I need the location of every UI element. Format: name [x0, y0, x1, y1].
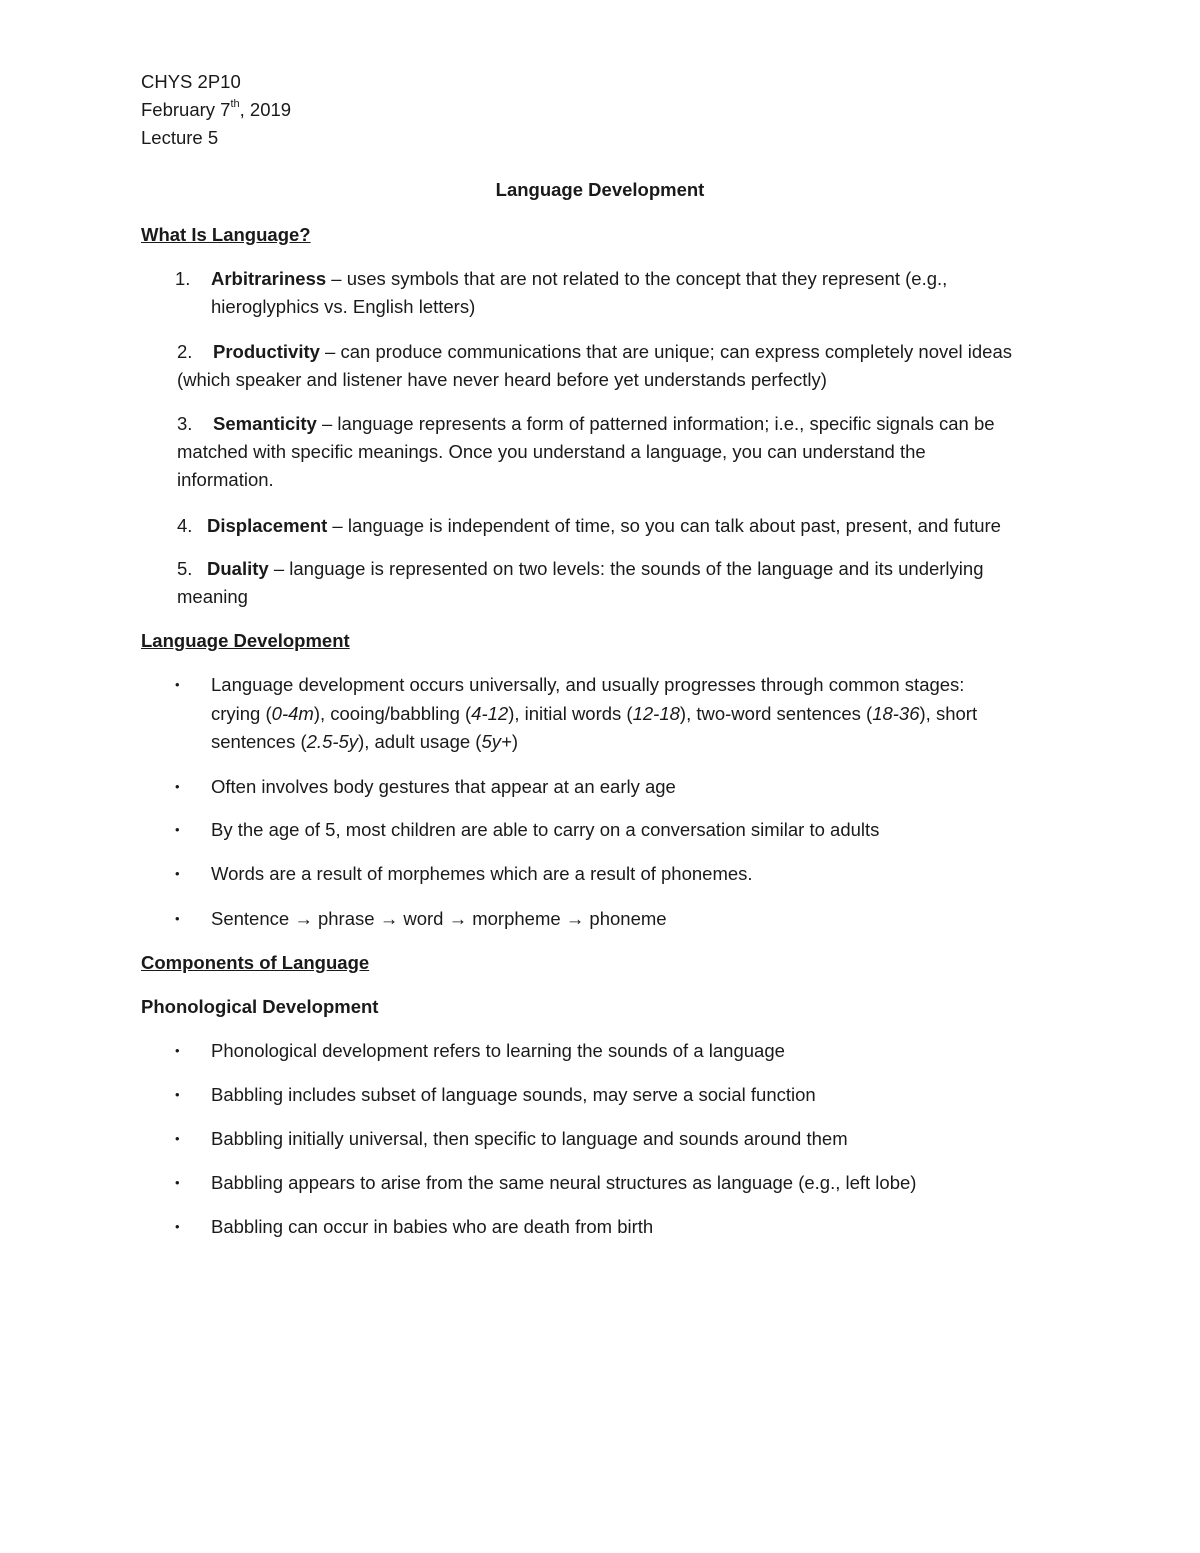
- text: ), initial words (: [508, 703, 633, 724]
- bullet-glyph: •: [175, 677, 180, 692]
- bullet-item-stages-line3: [211, 728, 518, 756]
- list-item-continuation: matched with specific meanings. Once you understand a language, you can understand the: [177, 441, 926, 462]
- term: Semanticity: [213, 413, 317, 434]
- text: crying (: [211, 703, 272, 724]
- course-code: CHYS 2P10: [141, 71, 241, 92]
- bullet-item-babbling-neural: Babbling appears to arise from the same neural structures as language (e.g., left lobe): [211, 1172, 917, 1193]
- bullet-item-words: Words are a result of morphemes which are a result of phonemes.: [211, 863, 753, 884]
- age-range: 4-12: [471, 703, 509, 724]
- bullet-glyph: •: [175, 1087, 180, 1102]
- bullet-item-babbling-deaf: Babbling can occur in babies who are death from birth: [211, 1216, 654, 1237]
- arrow-right-icon: →: [448, 908, 468, 929]
- arrow-right-icon: →: [379, 908, 399, 929]
- bullet-glyph: •: [175, 822, 180, 837]
- list-number: 5.: [177, 558, 193, 579]
- text: ), short: [919, 703, 978, 724]
- text: Sentence: [211, 908, 295, 929]
- text: word: [398, 908, 449, 929]
- date-text: February 7: [141, 99, 231, 120]
- section-heading-what-is-language: What Is Language?: [141, 224, 311, 245]
- bullet-glyph: •: [175, 866, 180, 881]
- age-range: 0-4m: [271, 703, 314, 724]
- subheading-phonological: Phonological Development: [141, 996, 379, 1017]
- list-item-continuation: meaning: [177, 586, 248, 607]
- bullet-item-babbling-subset: Babbling includes subset of language sounds, may serve a social function: [211, 1084, 816, 1105]
- list-item-duality: [207, 555, 984, 583]
- definition: – language is independent of time, so you can talk about past, present, and future: [327, 515, 1001, 536]
- term: Displacement: [207, 515, 328, 536]
- list-item-continuation: (which speaker and listener have never heard before yet understands perfectly): [177, 369, 827, 390]
- lecture-number: Lecture 5: [141, 127, 219, 148]
- bullet-item-stages: Language development occurs universally, and usually progresses through common stages:: [211, 674, 965, 695]
- bullet-glyph: •: [175, 911, 180, 926]
- text: phoneme: [584, 908, 667, 929]
- list-number: 1.: [175, 268, 191, 289]
- list-item-displacement: [207, 512, 1001, 540]
- bullet-item-babbling-universal: Babbling initially universal, then specific to language and sounds around them: [211, 1128, 848, 1149]
- text: morpheme: [467, 908, 566, 929]
- bullet-item-hierarchy: [211, 905, 667, 933]
- text: ), cooing/babbling (: [313, 703, 472, 724]
- list-number: 2.: [177, 341, 193, 362]
- term: Arbitrariness: [211, 268, 327, 289]
- lecture-date: [141, 96, 291, 124]
- definition: – language is represented on two levels: the sounds of the language and its underlying: [268, 558, 984, 579]
- age-range: 5y+: [481, 731, 512, 752]
- text: sentences (: [211, 731, 307, 752]
- list-item-productivity: [213, 338, 1012, 366]
- bullet-glyph: •: [175, 1131, 180, 1146]
- age-range: 12-18: [632, 703, 680, 724]
- definition: – language represents a form of patterned information; i.e., specific signals can be: [316, 413, 995, 434]
- bullet-glyph: •: [175, 1175, 180, 1190]
- age-range: 18-36: [872, 703, 920, 724]
- term: Duality: [207, 558, 269, 579]
- bullet-item-phonological: Phonological development refers to learning the sounds of a language: [211, 1040, 785, 1061]
- document-title: Language Development: [495, 179, 705, 200]
- text: ), adult usage (: [358, 731, 482, 752]
- bullet-glyph: •: [175, 1219, 180, 1234]
- definition: – can produce communications that are unique; can express completely novel ideas: [319, 341, 1013, 362]
- list-item-continuation: information.: [177, 469, 274, 490]
- age-range: 2.5-5y: [306, 731, 359, 752]
- text: ): [511, 731, 518, 752]
- text: ), two-word sentences (: [679, 703, 873, 724]
- list-number: 3.: [177, 413, 193, 434]
- arrow-right-icon: →: [294, 908, 313, 929]
- list-number: 4.: [177, 515, 193, 536]
- bullet-item-age-five: By the age of 5, most children are able to carry on a conversation similar to adults: [211, 819, 880, 840]
- bullet-glyph: •: [175, 1043, 180, 1058]
- list-item-semanticity: [213, 410, 995, 438]
- bullet-item-gestures: Often involves body gestures that appear at an early age: [211, 776, 676, 797]
- section-heading-components: Components of Language: [141, 952, 370, 973]
- list-item-continuation: hieroglyphics vs. English letters): [211, 296, 476, 317]
- bullet-item-stages-line2: [211, 700, 977, 728]
- date-superscript: th: [230, 97, 240, 110]
- date-year: , 2019: [239, 99, 292, 120]
- definition: – uses symbols that are not related to the concept that they represent (e.g.,: [326, 268, 948, 289]
- list-item-arbitrariness: [211, 265, 947, 293]
- bullet-glyph: •: [175, 779, 180, 794]
- arrow-right-icon: →: [565, 908, 585, 929]
- term: Productivity: [213, 341, 320, 362]
- section-heading-language-development: Language Development: [141, 630, 350, 651]
- text: phrase: [312, 908, 380, 929]
